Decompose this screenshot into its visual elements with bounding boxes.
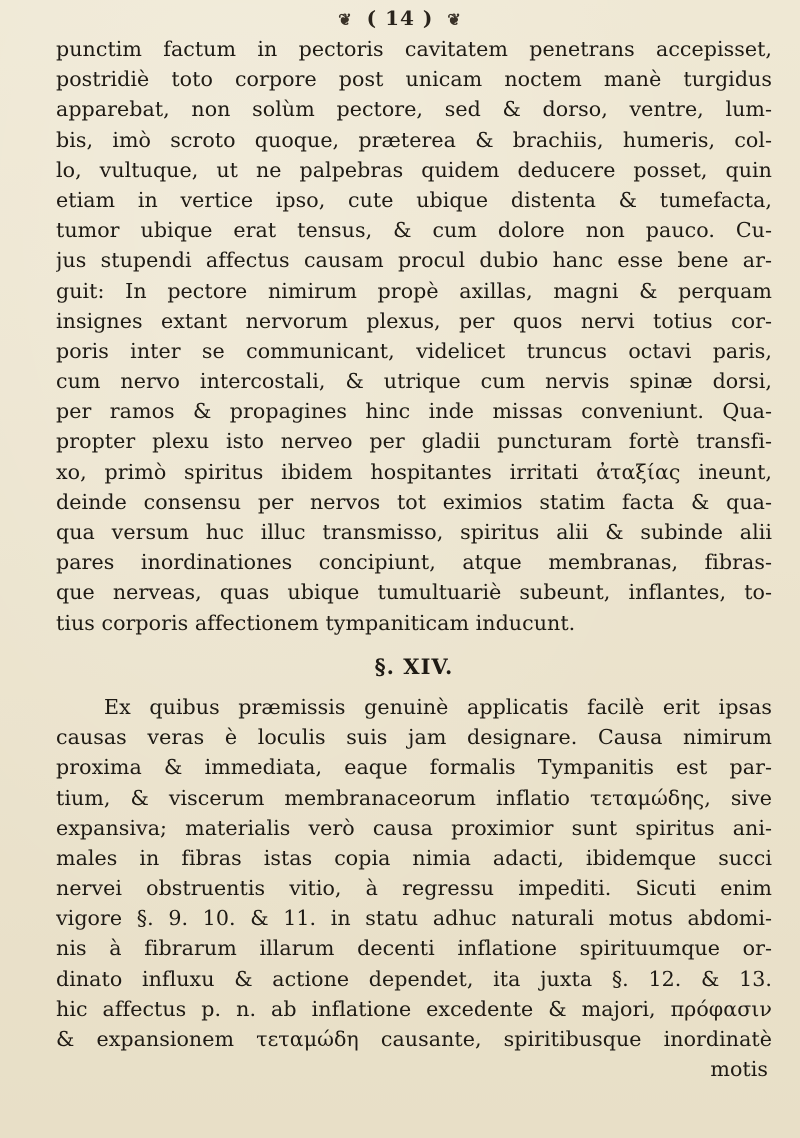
- text-line: per ramos & propagines hinc inde missas conveniunt. Qua-: [56, 399, 772, 424]
- page-number: ( 14 ): [366, 6, 434, 30]
- text-line: bis, imò scroto quoque, præterea & brachiis, humeris, col-: [56, 127, 772, 152]
- text-line: poris inter se communicant, videlicet truncus octavi paris,: [56, 338, 772, 363]
- paragraph-1: [56, 34, 772, 638]
- text-line: vigore §. 9. 10. & 11. in statu adhuc naturali motus abdomi-: [56, 906, 772, 931]
- paragraph-2: [56, 692, 772, 1054]
- text-line: etiam in vertice ipso, cute ubique distenta & tumefacta,: [56, 187, 772, 212]
- text-line: & expansionem τεταμώδη causante, spiritibusque inordinatè: [56, 1027, 772, 1051]
- text-line: postridiè toto corpore post unicam noctem manè turgidus: [56, 67, 772, 92]
- right-ornament-icon: ❦: [447, 10, 462, 29]
- text-line: nis à fibrarum illarum decenti inflatione spirituumque or-: [56, 936, 772, 961]
- text-line: causas veras è loculis suis jam designare. Causa nimirum: [56, 725, 772, 750]
- left-ornament-icon: ❦: [338, 10, 353, 29]
- text-line: males in fibras istas copia nimia adacti, ibidemque succi: [56, 845, 772, 870]
- text-line: deinde consensu per nervos tot eximios statim facta & qua-: [56, 489, 772, 514]
- text-line: insignes extant nervorum plexus, per quos nervi totius cor-: [56, 308, 772, 333]
- text-line: pares inordinationes concipiunt, atque membranas, fibras-: [56, 550, 772, 575]
- text-line: propter plexu isto nerveo per gladii puncturam fortè transfi-: [56, 429, 772, 454]
- text-line: dinato influxu & actione dependet, ita juxta §. 12. & 13.: [56, 966, 772, 991]
- text-line: lo, vultuque, ut ne palpebras quidem deducere posset, quin: [56, 157, 772, 182]
- text-line: tium, & viscerum membranaceorum inflatio τεταμώδης, sive: [56, 785, 772, 810]
- text-line: cum nervo intercostali, & utrique cum nervis spinæ dorsi,: [56, 369, 772, 394]
- text-line: xo, primò spiritus ibidem hospitantes irritati ἀταξίας ineunt,: [56, 459, 772, 484]
- text-line: proxima & immediata, eaque formalis Tympanitis est par-: [56, 755, 772, 780]
- text-line: jus stupendi affectus causam procul dubio hanc esse bene ar-: [56, 248, 772, 273]
- text-line: punctim factum in pectoris cavitatem penetrans accepisset,: [56, 37, 772, 61]
- text-line: Ex quibus præmissis genuinè applicatis facilè erit ipsas: [104, 694, 772, 719]
- text-line: nervei obstruentis vitio, à regressu impediti. Sicuti enim: [56, 876, 772, 901]
- text-line: expansiva; materialis verò causa proximior sunt spiritus ani-: [56, 815, 772, 840]
- text-line: guit: In pectore nimirum propè axillas, magni & perquam: [56, 278, 772, 303]
- section-heading: §. XIV.: [374, 653, 454, 679]
- text-line: hic affectus p. n. ab inflatione excedente & majori, πρόφασιν: [56, 996, 772, 1021]
- text-line: apparebat, non solùm pectore, sed & dorso, ventre, lum-: [56, 97, 772, 122]
- text-line: qua versum huc illuc transmisso, spiritus alii & subinde alii: [56, 520, 772, 544]
- catchword: motis: [710, 1057, 768, 1082]
- text-line: que nerveas, quas ubique tumultuariè subeunt, inflantes, to-: [56, 580, 772, 605]
- text-line: tumor ubique erat tensus, & cum dolore non pauco. Cu-: [56, 218, 772, 243]
- text-line: tius corporis affectionem tympaniticam inducunt.: [56, 610, 576, 635]
- body-text: [56, 34, 772, 1084]
- page-header: [0, 6, 800, 30]
